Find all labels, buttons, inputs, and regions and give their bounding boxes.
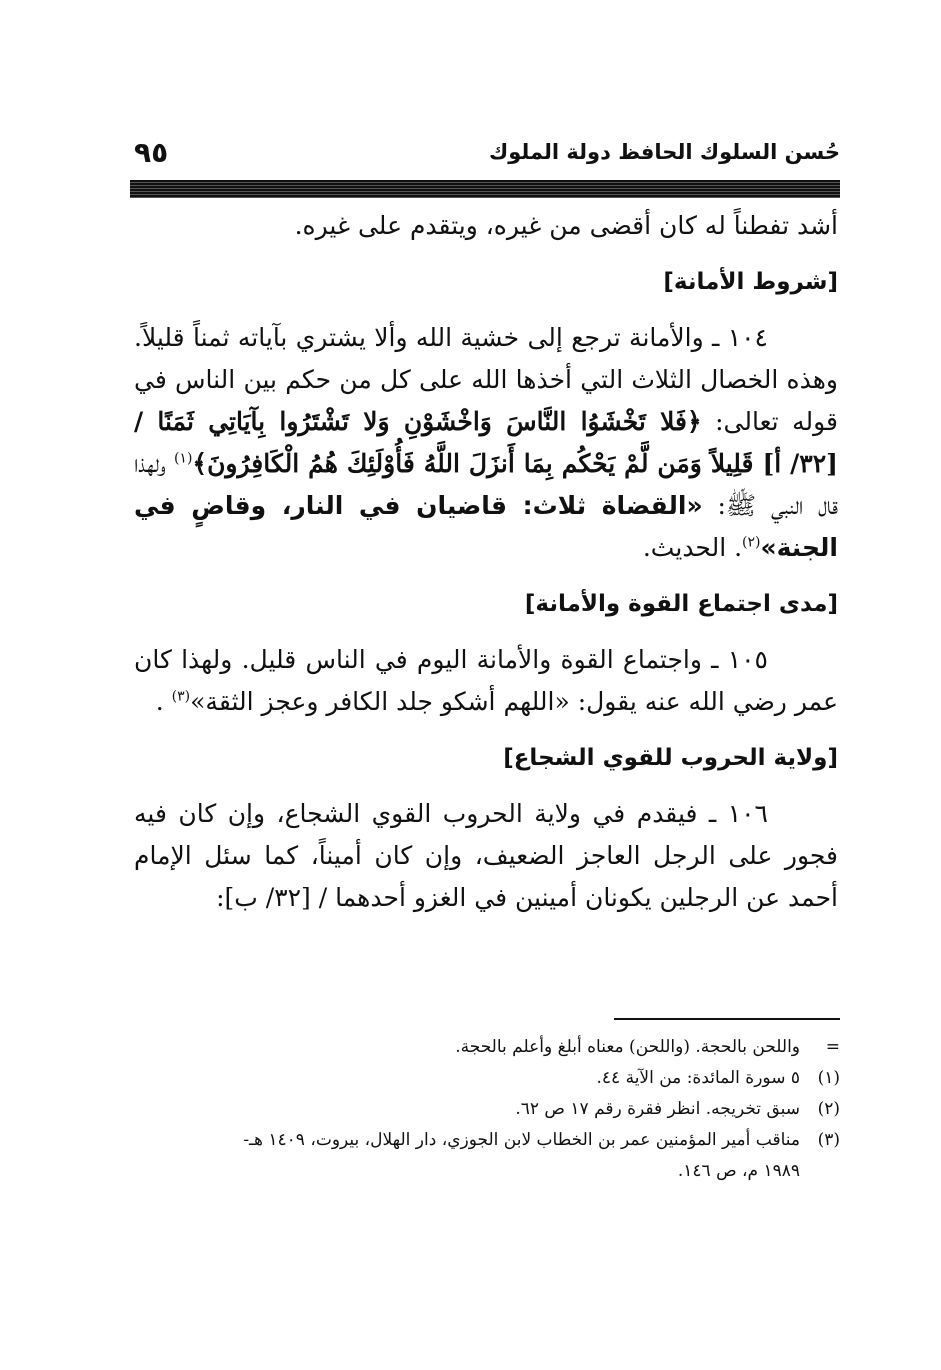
header-rule — [130, 180, 840, 198]
paragraph-104-text-1: ١٠٤ ـ والأمانة ترجع إلى خشية الله وألا يشتري بآياته ثمناً قليلاً. وهذه الخصال الثلاث التي أخذها الله على كل من حكم بين الناس في قوله تعالى: — [134, 323, 838, 436]
footnote-ref-2: (٢) — [742, 534, 761, 551]
book-title: حُسن السلوك الحافظ دولة الملوك — [488, 140, 840, 164]
section-heading-war-leadership: [ولاية الحروب للقوي الشجاع] — [503, 745, 838, 771]
footnote-mark: (١) — [817, 1068, 840, 1088]
footnote-2 — [150, 1094, 840, 1125]
page-number: ٩٥ — [134, 136, 169, 169]
footnote-mark: (٢) — [817, 1099, 840, 1119]
footnote-ref-1: (١) — [173, 450, 193, 467]
footnote-text: واللحن بالحجة. (واللحن) معناه أبلغ وأعلم بالحجة. — [455, 1037, 800, 1057]
footnote-text: سبق تخريجه. انظر فقرة رقم ١٧ ص ٦٢. — [515, 1099, 800, 1119]
footnote-3-continuation: ١٩٨٩ م، ص ١٤٦. — [677, 1161, 800, 1181]
paragraph-105-text-2: . — [155, 687, 172, 716]
footnote-3 — [150, 1125, 840, 1156]
section-heading-trust-conditions: [شروط الأمانة] — [663, 269, 838, 295]
running-header — [130, 130, 840, 174]
footnote-text: مناقب أمير المؤمنين عمر بن الخطاب لابن الجوزي، دار الهلال، بيروت، ١٤٠٩ هـ- — [243, 1130, 800, 1150]
quran-verse: ﴿فَلا تَخْشَوُا النَّاسَ وَاخْشَوْنِ وَلا تَشْتَرُوا بِآيَاتِي ثَمَنًا / [٣٢/ أ] قَلِيلاً وَمَن لَّمْ يَحْكُم بِمَا أَنزَلَ اللَّهُ فَأُوْلَئِكَ هُمُ الْكَافِرُونَ﴾ — [134, 407, 838, 478]
footnote-1 — [150, 1063, 840, 1094]
main-text — [134, 205, 838, 919]
footnote-mark: = — [825, 1037, 840, 1057]
footnote-continued — [150, 1032, 840, 1063]
section-heading-strength-and-trust: [مدى اجتماع القوة والأمانة] — [524, 591, 838, 617]
paragraph-105 — [134, 639, 838, 723]
paragraph-106: ١٠٦ ـ فيقدم في ولاية الحروب القوي الشجاع، وإن كان فيه فجور على الرجل العاجز الضعيف، وإن كان أميناً، كما سئل الإمام أحمد عن الرجلين يكونان أمينين في الغزو أحدهما / [٣٢/ ب]: — [134, 799, 838, 912]
footnotes — [150, 1032, 840, 1187]
footnote-text: ٥ سورة المائدة: من الآية ٤٤. — [596, 1068, 800, 1088]
paragraph-104-text-3: . الحديث. — [642, 533, 743, 562]
opening-line: أشد تفطناً له كان أقضى من غيره، ويتقدم على غيره. — [294, 211, 838, 240]
paragraph-104 — [134, 317, 838, 569]
footnote-ref-3: (٣) — [171, 688, 191, 705]
paragraph-104-text-2: ولهذا قال النبي ﷺ: — [134, 449, 838, 520]
hadith-quote: «القضاة ثلاث: قاضيان في النار، وقاضٍ في الجنة» — [134, 491, 838, 562]
footnote-separator — [614, 1018, 840, 1020]
paragraph-105-text-1: ١٠٥ ـ واجتماع القوة والأمانة اليوم في الناس قليل. ولهذا كان عمر رضي الله عنه يقول: «اللهم أشكو جلد الكافر وعجز الثقة» — [134, 645, 838, 716]
footnote-mark: (٣) — [817, 1130, 840, 1150]
